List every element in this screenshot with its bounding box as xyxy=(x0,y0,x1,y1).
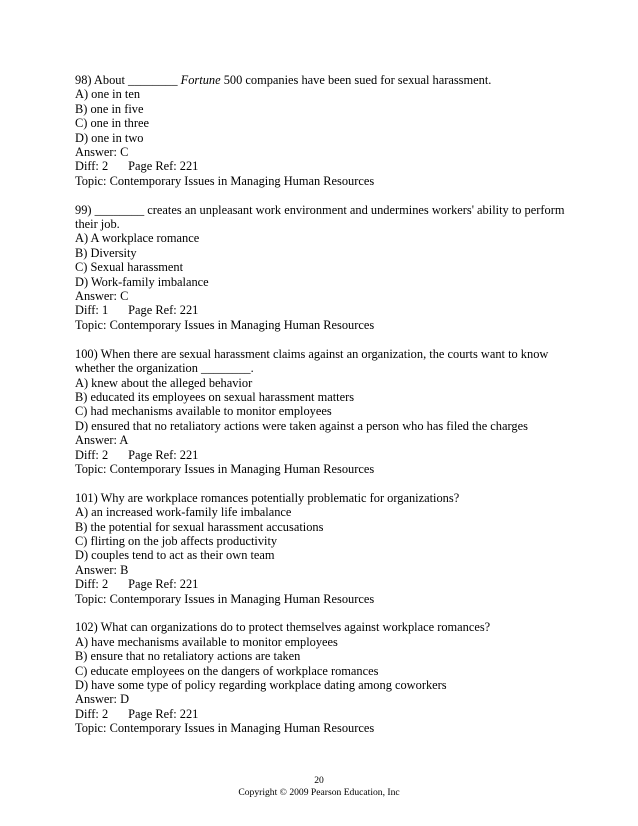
option-d: D) one in two xyxy=(75,130,144,145)
option-d: D) ensured that no retaliatory actions were taken against a person who has filed the charges xyxy=(75,418,528,433)
option-a: A) an increased work-family life imbalance xyxy=(75,505,292,520)
option-c: C) educate employees on the dangers of workplace romances xyxy=(75,663,379,678)
option-b: B) ensure that no retaliatory actions are taken xyxy=(75,649,301,664)
diff-line xyxy=(75,577,575,591)
option-b: B) one in five xyxy=(75,101,144,116)
question-99 xyxy=(75,203,575,333)
copyright-notice: Copyright © 2009 Pearson Education, Inc xyxy=(238,787,400,798)
question-stem: 100) When there are sexual harassment claims against an organization, the courts want to know whether the organization ________. xyxy=(75,346,549,376)
italic-publication-name: Fortune xyxy=(180,73,221,87)
topic-line: Topic: Contemporary Issues in Managing Human Resources xyxy=(75,721,375,736)
option-b: B) the potential for sexual harassment accusations xyxy=(75,519,324,534)
topic-line: Topic: Contemporary Issues in Managing Human Resources xyxy=(75,591,375,606)
page-ref: Page Ref: 221 xyxy=(128,706,199,721)
question-list xyxy=(75,73,575,750)
answer-line: Answer: C xyxy=(75,289,129,304)
page-ref: Page Ref: 221 xyxy=(128,447,199,462)
difficulty: Diff: 2 xyxy=(75,577,109,592)
question-stem: 99) ________ creates an unpleasant work environment and undermines workers' ability to perform their job. xyxy=(75,202,565,232)
option-b: B) educated its employees on sexual harassment matters xyxy=(75,389,355,404)
page-ref: Page Ref: 221 xyxy=(128,159,199,174)
question-98 xyxy=(75,73,575,188)
option-c: C) had mechanisms available to monitor employees xyxy=(75,404,332,419)
diff-line xyxy=(75,707,575,721)
option-c: C) Sexual harassment xyxy=(75,260,184,275)
difficulty: Diff: 2 xyxy=(75,447,109,462)
difficulty: Diff: 1 xyxy=(75,303,109,318)
option-a: A) A workplace romance xyxy=(75,231,200,246)
difficulty: Diff: 2 xyxy=(75,159,109,174)
topic-line: Topic: Contemporary Issues in Managing Human Resources xyxy=(75,461,375,476)
diff-line xyxy=(75,159,575,173)
option-d: D) have some type of policy regarding workplace dating among coworkers xyxy=(75,678,447,692)
difficulty: Diff: 2 xyxy=(75,706,109,721)
answer-line: Answer: D xyxy=(75,692,130,707)
question-102 xyxy=(75,620,575,735)
question-stem: 102) What can organizations do to protect themselves against workplace romances? xyxy=(75,620,491,635)
option-d: D) couples tend to act as their own team xyxy=(75,548,275,563)
option-b: B) Diversity xyxy=(75,245,137,260)
page-ref: Page Ref: 221 xyxy=(128,577,199,592)
answer-line: Answer: A xyxy=(75,433,129,448)
topic-line: Topic: Contemporary Issues in Managing Human Resources xyxy=(75,173,375,188)
question-stem: 101) Why are workplace romances potentially problematic for organizations? xyxy=(75,490,460,505)
diff-line xyxy=(75,448,575,462)
question-101 xyxy=(75,491,575,606)
question-100 xyxy=(75,347,575,477)
answer-line: Answer: C xyxy=(75,145,129,160)
answer-line: Answer: B xyxy=(75,562,129,577)
diff-line xyxy=(75,303,575,317)
question-stem: 98) About ________ Fortune 500 companies have been sued for sexual harassment. xyxy=(75,73,492,87)
option-a: A) knew about the alleged behavior xyxy=(75,375,253,390)
page-ref: Page Ref: 221 xyxy=(128,303,199,318)
topic-line: Topic: Contemporary Issues in Managing Human Resources xyxy=(75,317,375,332)
option-c: C) flirting on the job affects productivity xyxy=(75,533,278,548)
option-a: A) have mechanisms available to monitor employees xyxy=(75,634,338,649)
option-c: C) one in three xyxy=(75,116,149,131)
option-d: D) Work-family imbalance xyxy=(75,274,209,289)
option-a: A) one in ten xyxy=(75,87,141,102)
page-number: 20 xyxy=(314,775,324,786)
